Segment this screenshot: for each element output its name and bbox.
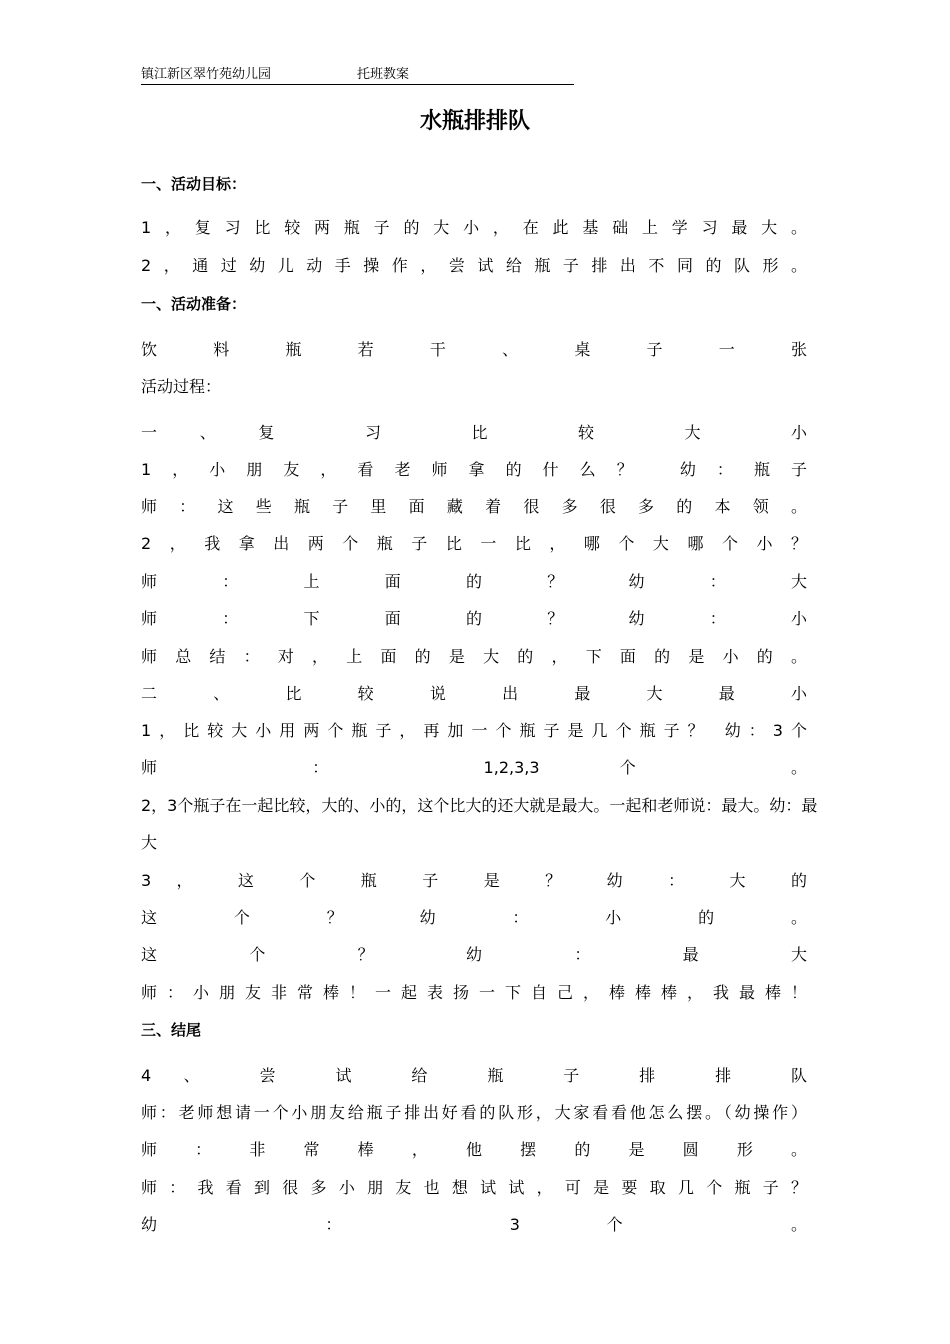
- body-line: 一、复 习 比 较 大 小: [141, 423, 807, 442]
- page-title: 水瓶排排队: [419, 109, 530, 134]
- page-header: [141, 66, 574, 85]
- body-line: 大: [141, 833, 158, 852]
- body-line: 二 、 比 较 说 出 最 大 最 小: [141, 684, 807, 703]
- body-line: 1，比较大小用两个瓶子，再加一个瓶子是几个瓶子？ 幼：3个: [141, 721, 807, 740]
- school-name: 镇江新区翠竹苑幼儿园: [141, 67, 272, 82]
- body-line: 4 、 尝 试 给 瓶 子 排 排 队: [141, 1066, 807, 1085]
- body-line: 师 ： 下 面 的 ？ 幼 ： 小: [141, 609, 807, 628]
- section-heading: 一、活动准备：: [141, 295, 247, 313]
- body-line: 师 ： 非 常 棒 ， 他 摆 的 是 圆 形 。: [141, 1140, 807, 1159]
- body-line: 1，小朋友，看老师拿的什么？ 幼：瓶子: [141, 460, 807, 479]
- body-line: 活动过程：: [141, 377, 222, 396]
- body-line: 师：我看到很多小朋友也想试试，可是要取几个瓶子？: [141, 1178, 807, 1197]
- body-line: 这 个 ？ 幼 ： 最 大: [141, 945, 807, 964]
- body-line: 2，通过幼儿动手操作，尝试给瓶子排出不同的队形。: [141, 256, 807, 275]
- section-heading: 一、活动目标：: [141, 175, 247, 193]
- body-line: 3 ， 这 个 瓶 子 是 ？ 幼 ： 大 的: [141, 871, 807, 890]
- body-line: 2，3个瓶子在一起比较，大的、小的，这个比大的还大就是最大。一起和老师说：最大。幼：最: [141, 796, 818, 815]
- body-line: 师 ： 1,2,3,3 个 。: [141, 758, 807, 777]
- body-line: 师 ： 上 面 的 ？ 幼 ： 大: [141, 572, 807, 591]
- section-heading: 三、结尾: [141, 1021, 202, 1039]
- body-line: 这 个 ？ 幼 ： 小 的 。: [141, 908, 807, 927]
- body-line: 师：小朋友非常棒！一起表扬一下自己，棒棒棒，我最棒！: [141, 983, 807, 1002]
- document-type: 托班教案: [357, 67, 410, 82]
- body-line: 师：老师想请一个小朋友给瓶子排出好看的队形，大家看看他怎么摆。（幼操作）: [141, 1103, 807, 1122]
- body-line: 饮 料 瓶 若 干 、 桌 子 一 张: [141, 340, 807, 359]
- body-line: 2，我拿出两个瓶子比一比，哪个大哪个小？: [141, 534, 807, 553]
- body-line: 1，复习比较两瓶子的大小，在此基础上学习最大。: [141, 218, 807, 237]
- body-line: 幼 ： 3 个 。: [141, 1215, 807, 1234]
- body-line: 师总结：对，上面的是大的，下面的是小的。: [141, 647, 807, 666]
- body-line: 师：这些瓶子里面藏着很多很多的本领。: [141, 497, 807, 516]
